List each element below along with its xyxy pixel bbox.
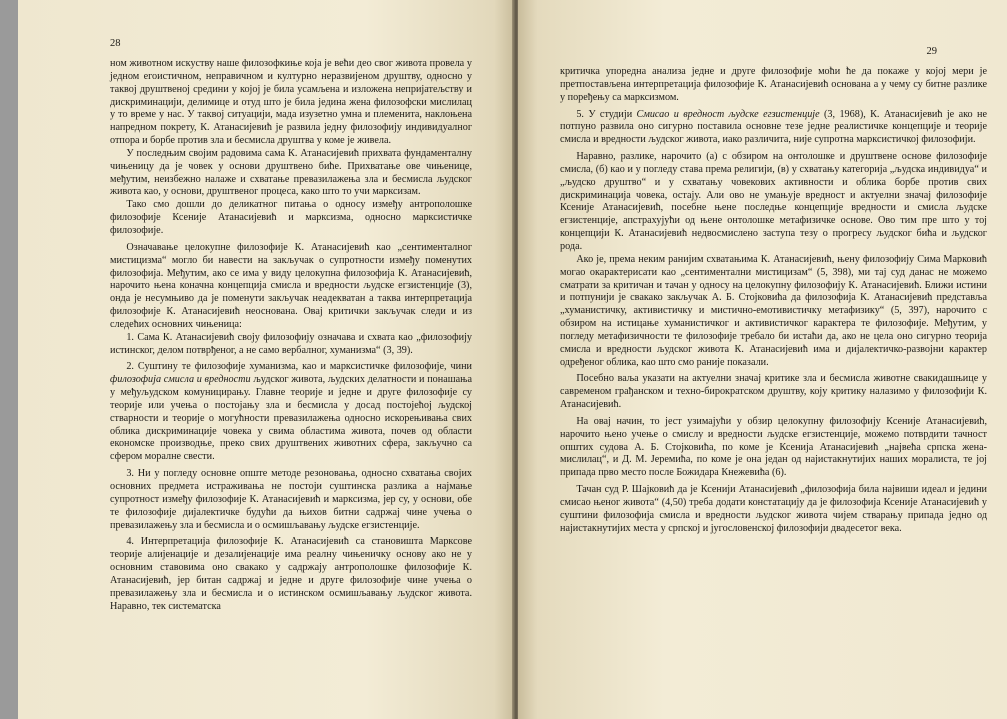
numbered-paragraph: 3. Ни у погледу основне опште методе резоновања, односно схватања својих основних предмета истраживања не постоји суштинска разлика а најмање супротност између филозофије К. Атанасијевић и марксизма, јер су, у основи, обе те филозофије дијалектичке будући да њихов битни садржај чине учења о превазилажењу зла и бесмисла и о осмишљавању људске егзистенције. xyxy=(110,468,472,531)
page-number-right: 29 xyxy=(926,46,937,57)
numbered-paragraph: 2. Суштину те филозофије хуманизма, као и марксистичке филозофије, чини филозофија смисла и вредности људског живота, људских делатности и понашања у међуљудском комуницирању. Главне теорије и једне и друге филозофије су теорије или учења о постојању зла и бесмисла у досад постојећој људској стварности и теорије о могућности превазилажења односно искорењивања свих облика дискриминације човека у свима областима живота, почев од области економске производње, преко свих друштвених животних сфера, закључно са сфером моралне свести. xyxy=(110,361,472,463)
paragraph: Тако смо дошли до деликатног питања о односу између антрополошке филозофије Ксеније Атанасијевић и марксизма, односно марксистичке филозофије. xyxy=(110,199,472,236)
right-page-text xyxy=(560,66,987,536)
paragraph: критичка упоредна анализа једне и друге филозофије моћи ће да покаже у којој мери је претпостављена интерпретација филозофије К. Атанасијевић основана а у чему су битне разлике у поређењу са марксизмом. xyxy=(560,66,987,103)
right-page xyxy=(518,0,1007,719)
scan-background xyxy=(0,0,18,719)
paragraph: Наравно, разлике, нарочито (а) с обзиром на онтолошке и друштвене основе филозофије смисла, (б) као и у погледу става према религији, (в) у схватању категорија „људска индивидуа“ и „људско друштво“ и у схватању човекових активности и облика борбе против свих дискриминација човека, остају. Али ово не умањује вредност и актуелни значај филозофије Ксеније Атанасијевић, посебне њене последње концепције вредности и смисла људске егзистенције, апстрахујући од њене онтолошке метафизичке основе. Ово тим пре што у тој концепцији К. Атанасијевић недвосмислено заступа тезу о прогресу људског бића и људског рода. xyxy=(560,151,987,252)
numbered-paragraph: 1. Сама К. Атанасијевић своју филозофију означава и схвата као „филозофију истинског, делом потврђеног, а не само вербалног, хуманизма“ (3, 39). xyxy=(110,331,472,356)
numbered-paragraph: 4. Интерпретација филозофије К. Атанасијевић са становишта Марксове теорије алијенације и дезалијенације има реалну чињеничку основу ако не у основним ставовима оно свакако у садржају антрополошке филозофије К. Атанасијевић, јер битан садржај и једне и друге филозофије чине учења о превазилажењу зла и бесмисла и о истинском осмишљавању људског живота. Наравно, тек систематска xyxy=(110,536,472,612)
numbered-paragraph: 5. У студији Смисао и вредност људске егзистенције (3, 1968), К. Атанасијевић је ако не потпуно развила оно сигурно поставила основне тезе једне реалистичке концепције и теорије смисла и вредности људског живота, иако различита, није супротна марксистичкој филозофији. xyxy=(560,108,987,146)
paragraph: ном животном искуству наше филозофкиње која је већи део свог живота провела у једном егоистичном, неправичном и културно неразвијеном друштву, односно у таквој друштвеној средини у којој је била усамљена и изложена непријатељству и дискриминацији, делимице и отуд што је била једина жена филозофски мислилац у то време у нас. У таквој ситуацији, мада изузетно умна и племенита, наклоњена напредном покрету, К. Атанасијевић је развила једну филозофију индивидуалног отпора и борбе против зла и бесмисла друштва у коме је живела. xyxy=(110,58,472,147)
paragraph: Означавање целокупне филозофије К. Атанасијевић као „сентименталног мистицизма“ могло би навести на закључак о супротности између поменутих филозофија. Међутим, ако се има у виду целокупна филозофија К. Атанасијевић, нарочито њена коначна концепција смисла и вредности људске егзистенције (3), онда је несумњиво да је поменути закључак неадекватан а таква интерпретација филозофије К. Атанасијевић неоснована. Овај критички закључак следи и из следећих основних чињеница: xyxy=(110,241,472,330)
page-number-left: 28 xyxy=(110,38,121,49)
paragraph: Ако је, према неким ранијим схватањима К. Атанасијевић, њену филозофију Сима Марковић могао окарактерисати као „сентиментални мистицизам“ (5, 398), ми тај суд данас не можемо сматрати за критичан и тачан у односу на целокупну филозофију К. Атанасијевић. Ближи истини и потпунији је свакако закључак А. Б. Стојковића да филозофија К. Атанасијевић представља „хуманистичку, активистичку и мистично-емотивистичку метафизику“ (5, 397), нарочито с обзиром на истицање хуманистичког и активистичког карактера те филозофије. Међутим, у погледу метафизичности те филозофије требало би истаћи да, ако не цела оно сигурно теорија смисла и вредности људског живота К. Атанасијевић има и дијалектичко-развојни карактер одређеног облика, као што смо раније показали. xyxy=(560,253,987,368)
paragraph: На овај начин, то јест узимајући у обзир целокупну филозофију Ксеније Атанасијевић, нарочито њено учење о смислу и вредности људске егзистенције, можемо потврдити тачност општих судова А. Б. Стојковића, по коме је Ксенија Атанасијевић „највећа српска жена-мислилац“, и Д. М. Јеремића, по коме је она један од најистакнутијих наших моралиста, те јој припада прво место после Божидара Кнежевића (6). xyxy=(560,415,987,479)
paragraph: Тачан суд Р. Шајковић да је Ксенији Атанасијевић „филозофија била највиши идеал и једини смисао њеног живота“ (4,50) треба додати констатацију да је филозофија Ксеније Атанасијевић у суштини филозофија смисла и вредности људског живота чијем стварању припада једно од најистакнутијих места у српској и југословенској филозофији двадесетог века. xyxy=(560,484,987,534)
left-page xyxy=(18,0,514,719)
paragraph: У последњим својим радовима сама К. Атанасијевић прихвата фундаменталну чињеницу да је човек у основи друштвено биће. Прихватање ове чињенице, међутим, неизбежно налаже и схватање превазилажења зла и бесмисла људског живота као, у основи, друштвеног процеса, како што то учи марксизам. xyxy=(110,147,472,198)
paragraph: Посебно ваља указати на актуелни значај критике зла и бесмисла животне свакидашњице у савременом грађанском и техно-бирократском друштву, коју критику налазимо у филозофији К. Атанасијевић. xyxy=(560,373,987,411)
left-page-text xyxy=(110,58,472,613)
